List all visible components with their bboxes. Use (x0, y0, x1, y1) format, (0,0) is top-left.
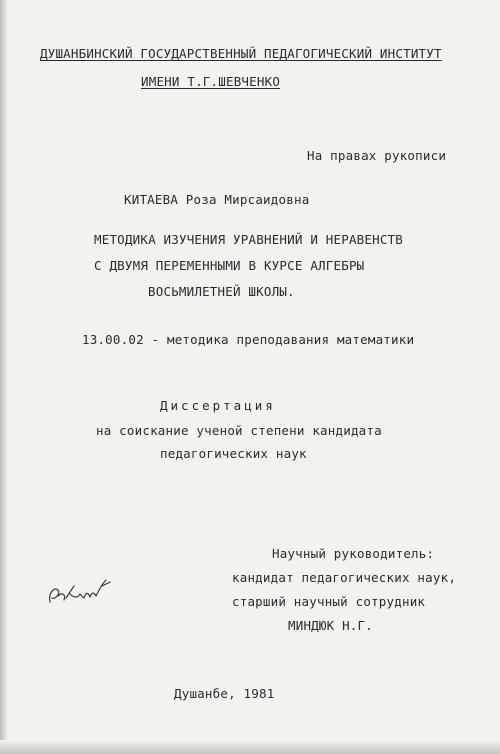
page-shadow-bottom (0, 740, 500, 754)
supervisor-name: МИНДЮК Н.Г. (288, 618, 373, 633)
institution-line-1: ДУШАНБИНСКИЙ ГОСУДАРСТВЕННЫЙ ПЕДАГОГИЧЕСКИЙ ИНСТИТУТ (40, 46, 442, 61)
handwritten-signature (44, 572, 116, 612)
author-name: КИТАЕВА Роза Мирсаидовна (124, 192, 310, 207)
supervisor-degree: кандидат педагогических наук, (232, 570, 457, 585)
dissertation-degree: на соискание ученой степени кандидата (96, 423, 382, 438)
institution-line-2: ИМЕНИ Т.Г.ШЕВЧЕНКО (141, 74, 281, 89)
dissertation-word: Диссертация (160, 398, 276, 413)
title-line-1: МЕТОДИКА ИЗУЧЕНИЯ УРАВНЕНИЙ И НЕРАВЕНСТВ (94, 232, 404, 247)
title-line-2: С ДВУМЯ ПЕРЕМЕННЫМИ В КУРСЕ АЛГЕБРЫ (94, 258, 365, 273)
rights-note: На правах рукописи (307, 148, 447, 163)
title-line-3: ВОСЬМИЛЕТНЕЙ ШКОЛЫ. (148, 284, 295, 299)
place-and-year: Душанбе, 1981 (174, 686, 275, 701)
specialty-code: 13.00.02 - методика преподавания математики (82, 332, 415, 347)
supervisor-label: Научный руководитель: (272, 546, 435, 561)
page-shadow-left (0, 0, 8, 754)
dissertation-field: педагогических наук (160, 446, 307, 461)
supervisor-position: старший научный сотрудник (232, 594, 426, 609)
